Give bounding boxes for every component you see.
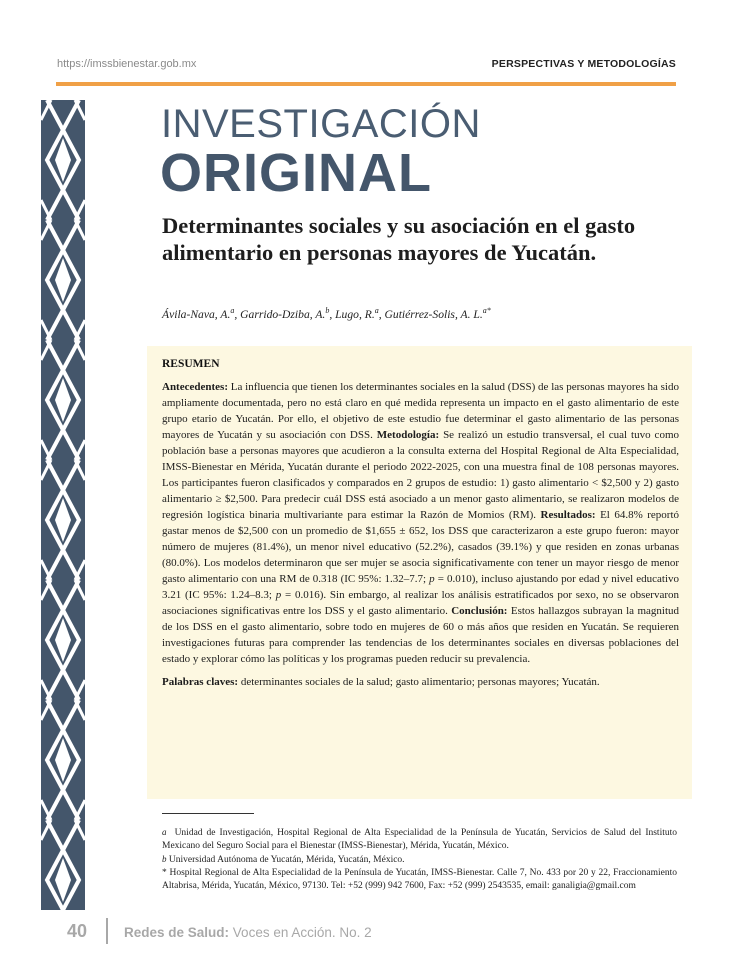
keywords-text: determinantes sociales de la salud; gasto alimentario; personas mayores; Yucatán. xyxy=(240,676,600,688)
pattern-graphic xyxy=(41,100,85,910)
resultados-text: = 0.010), incluso ajustando por edad y nivel educativo 3.21 (IC 95%: 1.24–8.3; xyxy=(162,573,680,601)
author-name: Ávila-Nava, A. xyxy=(162,307,231,321)
keywords-label: Palabras claves: xyxy=(162,676,239,688)
journal-name-bold: Redes de Salud: xyxy=(124,925,230,940)
author-list: Ávila-Nava, A.$^a$, Garrido-Dziba, A.$^b$, Lugo, R.$^a$, Gutiérrez-Solis, A. L.$^{a*}$ xyxy=(162,306,491,321)
footnote-mark: * xyxy=(162,868,167,878)
metodologia-label: Metodología: xyxy=(376,429,440,441)
author-name: Gutiérrez-Solis, A. L. xyxy=(384,307,483,321)
footer-divider xyxy=(106,918,108,944)
banner-line-original: ORIGINAL xyxy=(160,143,432,203)
footnotes xyxy=(162,826,677,893)
abstract-body xyxy=(162,379,679,667)
footnote-text: Hospital Regional de Alta Especialidad de la Península de Yucatán, IMSS-Bienestar. Calle 7, No. 433 por 20 y 22, Fraccionamiento Altabrisa, Mérida, Yucatán, México, 97130. Tel: +52 (999) 942 7600, Fax: +52 (999) 2543535, email: ganaligia@gmail.com xyxy=(162,868,677,891)
abstract-box xyxy=(147,346,692,799)
footnote-a xyxy=(162,826,677,853)
header-url: https://imssbienestar.gob.mx xyxy=(57,58,197,70)
metodologia-text: Se realizó un estudio transversal, el cual tuvo como población base a personas mayores que acudieron a la consulta externa del Hospital Regional de Alta Especialidad, IMSS-Bienestar en Mérida, Yucatán durante el periodo 2022-2025, con una muestra final de 108 personas mayores. Los participantes fueron clasificados y comparados en 2 grupos de estudio: 1) gasto alimentario < $2,500 y 2) gasto alimentario ≥ $2,500. Para predecir cuál DSS está asociado a un menor gasto alimentario, se realizaron modelos de regresión logística binaria multivariante para estimar la Razón de Momios (RM). xyxy=(162,429,679,521)
resultados-text: El 64.8% reportó gastar menos de $2,500 con un promedio de $1,655 ± 652, los DSS que caracterizaron a este grupo fueron: mayor número de mujeres (81.4%), un menor nivel educativo (52.2%), casados (39.1%) y que residen en zonas urbanas (80.0%). Los modelos determinaron que ser mujer se asocia significativamente con tener un mayor riesgo de menor gasto alimentario con una RM de 0.318 (IC 95%: 1.32–7.7; xyxy=(162,509,680,585)
header-accent-rule xyxy=(56,82,676,86)
affiliation-mark: b xyxy=(325,306,330,315)
affiliation-mark: a* xyxy=(482,306,491,315)
author-name: Lugo, R. xyxy=(335,307,375,321)
conclusion-label: Conclusión: xyxy=(451,605,508,617)
page-number: 40 xyxy=(67,921,88,941)
affiliation-mark: a xyxy=(230,306,235,315)
journal-name xyxy=(124,925,372,940)
abstract-heading: RESUMEN xyxy=(162,358,220,370)
article-title: Determinantes sociales y su asociación en el gasto alimentario en personas mayores de Yucatán. xyxy=(162,213,636,265)
footnote-b xyxy=(162,853,677,867)
banner-line-investigacion: INVESTIGACIÓN xyxy=(161,102,481,146)
journal-name-rest: Voces en Acción. No. 2 xyxy=(232,925,372,940)
conclusion-text: Estos hallazgos subrayan la magnitud de los DSS en el gasto alimentario, sobre todo en mujeres de 60 o más años que residen en Yucatán. Se requieren investigaciones futuras para comprender las tendencias de los determinantes sociales en diversas poblaciones del estado y explorar cómo las políticas y los programas pueden reducir su prevalencia. xyxy=(162,605,679,665)
antecedentes-text: La influencia que tienen los determinantes sociales en la salud (DSS) de las personas mayores ha sido ampliamente documentada, pero no está claro en qué medida representa un impacto en el gasto alimentario de este grupo etario de Yucatán. Por ello, el objetivo de este estudio fue determinar el gasto alimentario de las personas mayores de Yucatán y su asociación con DSS. xyxy=(162,381,679,441)
keywords xyxy=(162,674,679,690)
decorative-side-band xyxy=(41,100,85,910)
footnote-divider xyxy=(162,813,254,814)
footnote-corresponding xyxy=(162,867,677,893)
resultados-text: = 0.016). Sin embargo, al realizar los análisis estratificados por sexo, no se observaron asociaciones significativas entre los DSS y el gasto alimentario. xyxy=(162,589,679,617)
affiliation-mark: a xyxy=(374,306,379,315)
footnote-text: Unidad de Investigación, Hospital Regional de Alta Especialidad de la Península de Yucatán, Servicios de Salud del Instituto Mexicano del Seguro Social para el Bienestar (IMSS-Bienestar), Mérida, Yucatán, México. xyxy=(162,828,677,851)
footnote-mark: a xyxy=(162,827,167,837)
section-label: PERSPECTIVAS Y METODOLOGÍAS xyxy=(491,58,676,70)
p-value-symbol: p xyxy=(429,573,435,585)
footnote-mark: b xyxy=(162,854,167,864)
antecedentes-label: Antecedentes: xyxy=(162,381,228,393)
p-value-symbol: p xyxy=(275,589,282,601)
footnote-text: Universidad Autónoma de Yucatán, Mérida, Yucatán, México. xyxy=(168,855,405,865)
author-name: Garrido-Dziba, A. xyxy=(240,307,326,321)
resultados-label: Resultados: xyxy=(540,509,596,521)
